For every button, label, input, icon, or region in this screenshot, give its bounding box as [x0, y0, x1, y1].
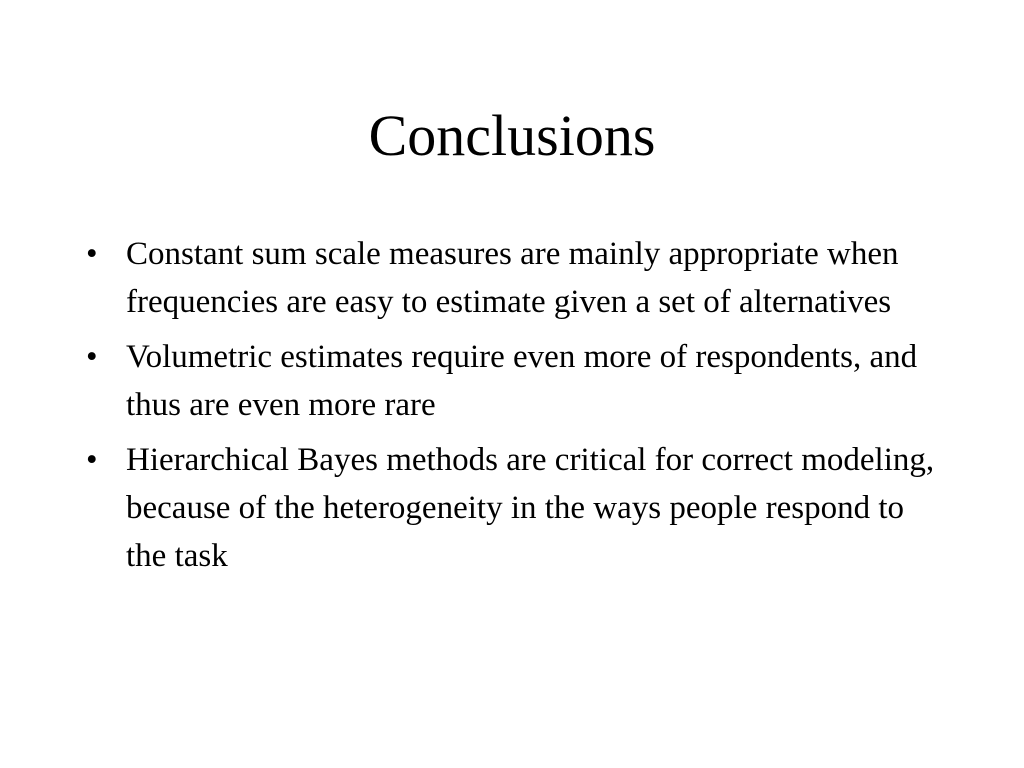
bullet-text: Volumetric estimates require even more of respondents, and thus are even more rare	[126, 339, 918, 423]
bullet-glyph: •	[86, 442, 98, 478]
bullet-text: Constant sum scale measures are mainly appropriate when frequencies are easy to estimate given a set of alternatives	[126, 236, 899, 320]
bullet-item	[86, 230, 946, 326]
bullet-glyph: •	[86, 339, 98, 375]
bullet-item	[86, 333, 946, 429]
bullet-glyph: •	[86, 236, 98, 272]
slide-title: Conclusions	[368, 103, 656, 168]
bullet-list	[86, 230, 946, 587]
bullet-text: Hierarchical Bayes methods are critical for correct modeling, because of the heterogeneity in the ways people respond to the task	[126, 442, 935, 574]
bullet-item	[86, 436, 946, 580]
